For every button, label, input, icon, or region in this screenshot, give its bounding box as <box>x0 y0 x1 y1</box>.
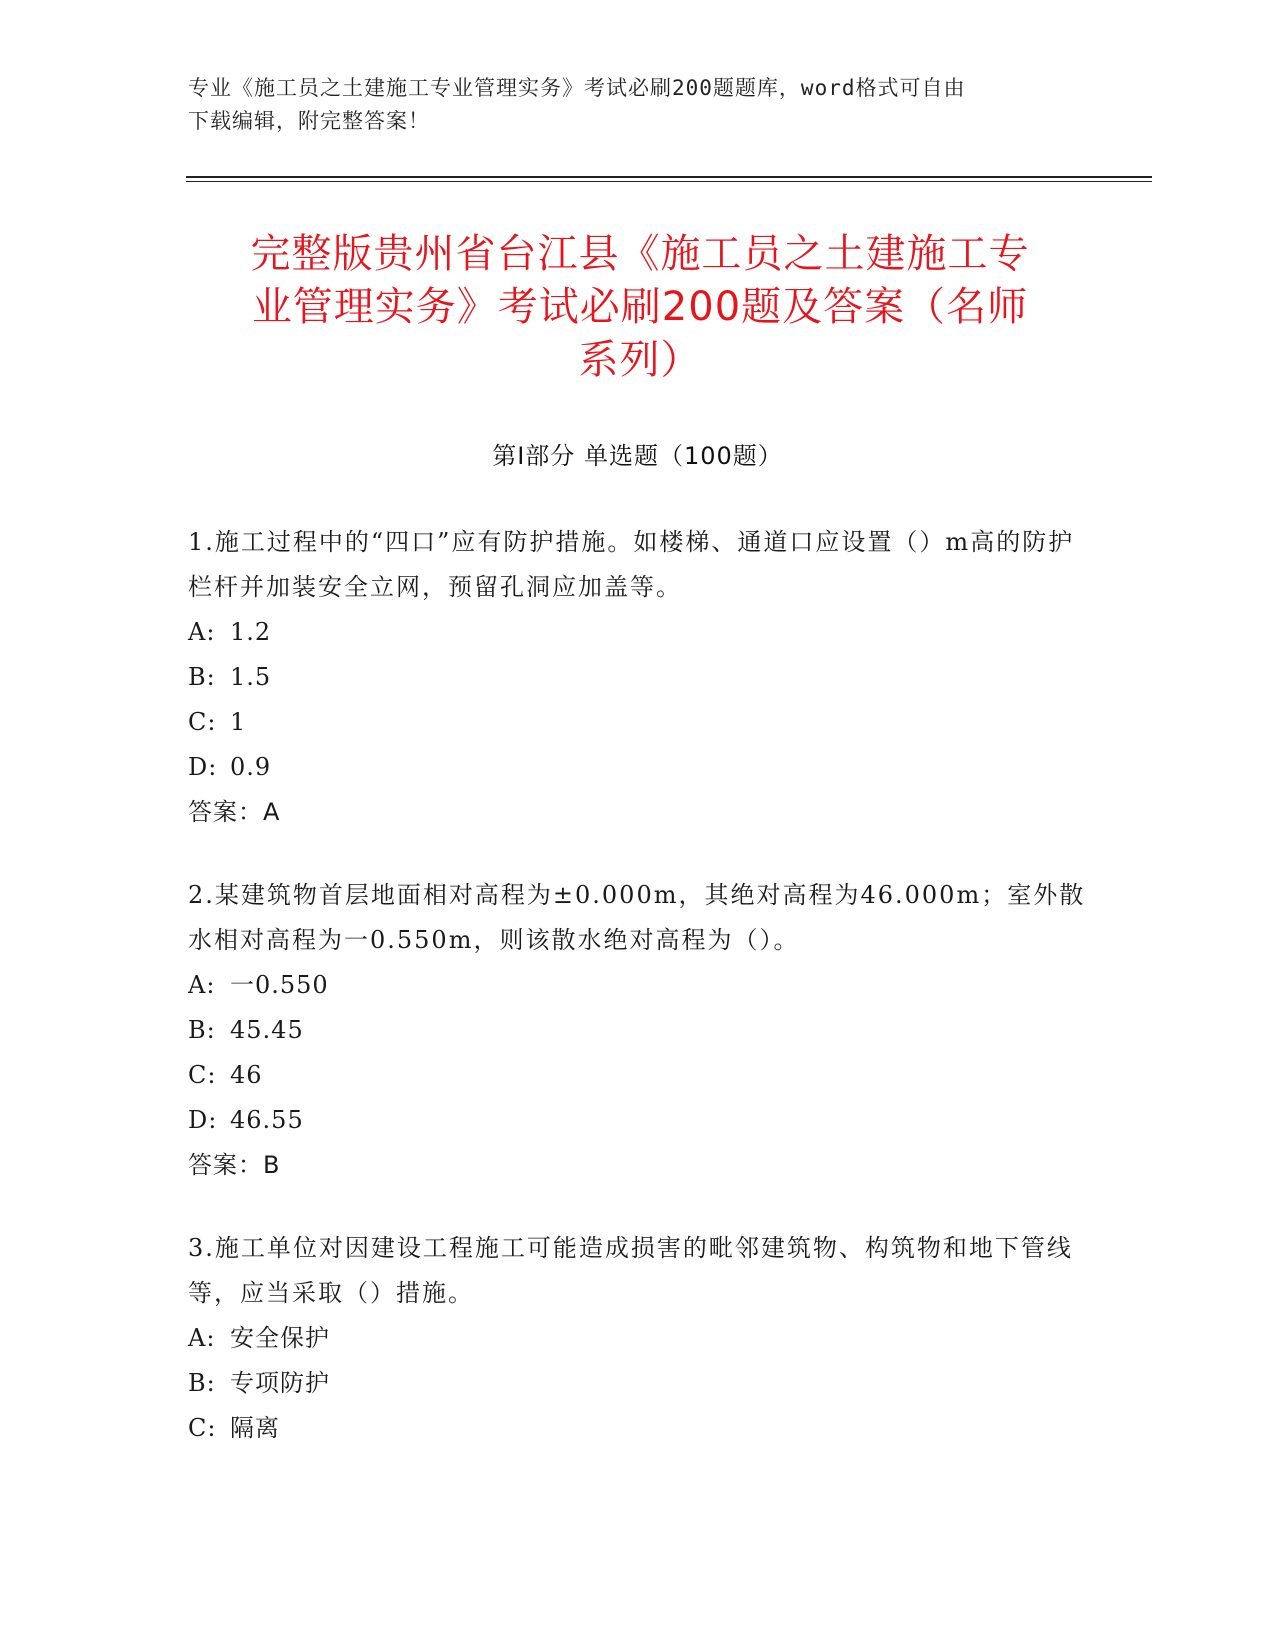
option-letter: D: <box>188 753 218 781</box>
option-letter: C: <box>188 708 217 736</box>
header-note-line-2: 下载编辑，附完整答案！ <box>188 109 430 133</box>
question-list <box>188 520 1088 1489</box>
answer: 答案：B <box>188 1151 281 1179</box>
option-d <box>188 1098 1088 1143</box>
option-letter: A: <box>188 1324 216 1352</box>
question-1 <box>188 520 1088 835</box>
section-title: 第Ⅰ部分 单选题（100题） <box>492 442 783 470</box>
option-text: 专项防护 <box>230 1369 330 1397</box>
option-b <box>188 1008 1088 1053</box>
option-letter: D: <box>188 1106 218 1134</box>
option-a <box>188 1316 1088 1361</box>
question-stem: 1.施工过程中的“四口”应有防护措施。如楼梯、通道口应设置（）m高的防护栏杆并加装安全立网，预留孔洞应加盖等。 <box>188 528 1075 601</box>
option-a <box>188 963 1088 1008</box>
option-text: 隔离 <box>230 1414 280 1442</box>
option-text: 0.9 <box>230 753 272 781</box>
header-note-line-1: 专业《施工员之土建施工专业管理实务》考试必刷200题题库，word格式可自由 <box>188 76 966 100</box>
header-divider-thin <box>186 181 1152 182</box>
title-line-1: 完整版贵州省台江县《施工员之土建施工专 <box>250 231 1030 277</box>
option-c <box>188 700 1088 745</box>
option-text: 1.5 <box>230 663 272 691</box>
question-3 <box>188 1226 1088 1451</box>
document-title <box>190 228 1090 387</box>
option-letter: B: <box>188 1369 216 1397</box>
answer: 答案：A <box>188 798 281 826</box>
question-2 <box>188 873 1088 1188</box>
header-note <box>188 72 1088 138</box>
option-text: 一0.550 <box>230 971 329 999</box>
option-text: 46 <box>230 1061 263 1089</box>
option-a <box>188 610 1088 655</box>
option-letter: A: <box>188 971 216 999</box>
option-letter: B: <box>188 1016 216 1044</box>
option-b <box>188 1361 1088 1406</box>
question-stem: 2.某建筑物首层地面相对高程为±0.000m，其绝对高程为46.000m；室外散水相对高程为一0.550m，则该散水绝对高程为（）。 <box>188 881 1086 954</box>
option-c <box>188 1053 1088 1098</box>
option-text: 45.45 <box>230 1016 304 1044</box>
option-letter: C: <box>188 1061 217 1089</box>
option-text: 46.55 <box>230 1106 304 1134</box>
option-text: 1 <box>230 708 247 736</box>
option-letter: B: <box>188 663 216 691</box>
option-c <box>188 1406 1088 1451</box>
header-divider-thick <box>186 176 1152 178</box>
option-text: 安全保护 <box>230 1324 330 1352</box>
title-line-3: 系列） <box>578 337 702 383</box>
option-letter: A: <box>188 618 216 646</box>
option-text: 1.2 <box>230 618 272 646</box>
option-letter: C: <box>188 1414 217 1442</box>
question-stem: 3.施工单位对因建设工程施工可能造成损害的毗邻建筑物、构筑物和地下管线等，应当采取（）措施。 <box>188 1234 1073 1307</box>
option-b <box>188 655 1088 700</box>
title-line-2: 业管理实务》考试必刷200题及答案（名师 <box>251 284 1029 330</box>
option-d <box>188 745 1088 790</box>
